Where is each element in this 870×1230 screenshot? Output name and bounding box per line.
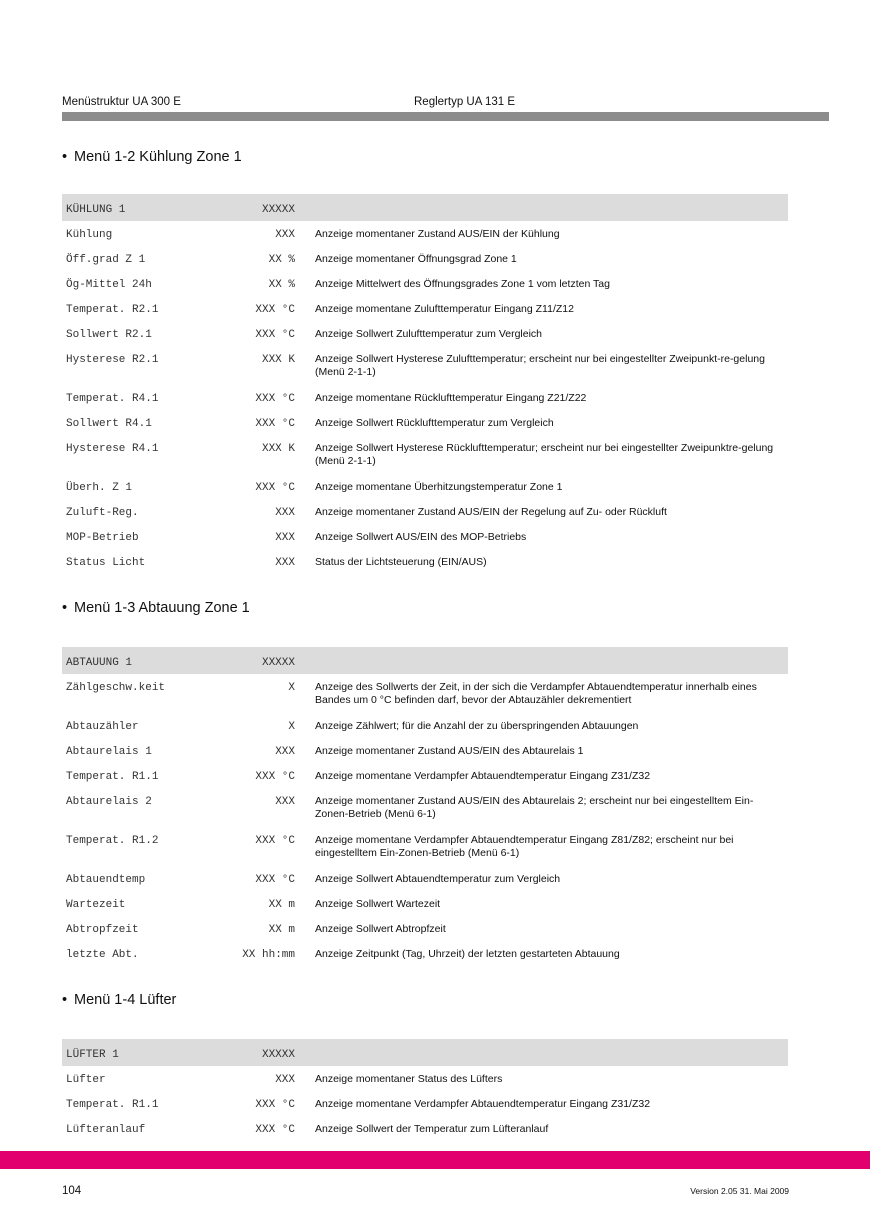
param-description: Anzeige Mittelwert des Öffnungsgrades Zone 1 vom letzten Tag — [315, 278, 610, 290]
param-value: XXX — [275, 532, 295, 544]
param-name: Wartezeit — [66, 899, 126, 911]
param-value: XXX — [275, 1074, 295, 1086]
section-title-text: Menü 1-3 Abtauung Zone 1 — [74, 600, 250, 616]
table-row — [62, 410, 788, 435]
table-header — [62, 194, 788, 221]
param-value: XXX °C — [255, 329, 295, 341]
param-name: Hysterese R4.1 — [66, 443, 159, 455]
table-row — [62, 738, 788, 763]
section-title-text: Menü 1-2 Kühlung Zone 1 — [74, 149, 242, 165]
param-description: Anzeige momentaner Zustand AUS/EIN des Abtaurelais 1 — [315, 745, 584, 757]
table-header — [62, 647, 788, 674]
param-description: Anzeige momentaner Zustand AUS/EIN des Abtaurelais 2; erscheint nur bei eingestelltem Ein-Zonen-Betrieb (Menü 6-1) — [315, 795, 754, 820]
page-number: 104 — [62, 1185, 82, 1197]
table-row — [62, 346, 788, 385]
param-description: Anzeige momentaner Status des Lüfters — [315, 1073, 503, 1085]
menu-name: ABTAUUNG 1 — [66, 657, 133, 669]
param-name: Abtaurelais 2 — [66, 796, 152, 808]
table-row — [62, 674, 788, 713]
menu-value: XXXXX — [261, 204, 295, 216]
table-row — [62, 385, 788, 410]
param-description: Anzeige momentaner Zustand AUS/EIN der Regelung auf Zu- oder Rückluft — [315, 506, 667, 518]
param-name: Sollwert R2.1 — [66, 329, 152, 341]
param-value: XXX °C — [255, 1099, 295, 1111]
bullet: • — [62, 600, 68, 616]
param-description: Anzeige momentane Verdampfer Abtauendtemperatur Eingang Z31/Z32 — [315, 770, 651, 782]
param-description: Anzeige momentane Überhitzungstemperatur Zone 1 — [315, 481, 563, 493]
table-row — [62, 1066, 788, 1091]
param-value: XXX — [275, 746, 295, 758]
param-name: Kühlung — [66, 229, 113, 241]
param-name: Sollwert R4.1 — [66, 418, 152, 430]
param-value: XXX — [275, 796, 295, 808]
table-row — [62, 246, 788, 271]
param-name: Temperat. R1.1 — [66, 1099, 159, 1111]
table-row — [62, 435, 788, 474]
param-name: Temperat. R2.1 — [66, 304, 159, 316]
param-description: Status der Lichtsteuerung (EIN/AUS) — [315, 556, 487, 568]
table-row — [62, 1116, 788, 1141]
param-description: Anzeige momentane Verdampfer Abtauendtemperatur Eingang Z31/Z32 — [315, 1098, 651, 1110]
param-description: Anzeige Sollwert AUS/EIN des MOP-Betriebs — [315, 531, 527, 543]
version-date: Version 2.05 31. Mai 2009 — [690, 1186, 789, 1196]
param-description: Anzeige Sollwert Hysterese Rücklufttemperatur; erscheint nur bei eingestellter Zweipunktre-gelung (Menü 2-1-1) — [315, 442, 774, 467]
param-description: Anzeige momentane Zulufttemperatur Eingang Z11/Z12 — [315, 303, 574, 315]
table-row — [62, 827, 788, 866]
param-value: XXX °C — [255, 393, 295, 405]
param-value: XX m — [268, 924, 295, 936]
page-header-left: Menüstruktur UA 300 E — [62, 96, 181, 108]
param-description: Anzeige des Sollwerts der Zeit, in der sich die Verdampfer Abtauendtemperatur innerhalb eines Bandes um 0 °C befinden darf, bevor der Abtauzähler dekrementiert — [315, 681, 757, 706]
param-description: Anzeige Sollwert Hysterese Zulufttemperatur; erscheint nur bei eingestellter Zweipunkt-re-gelung (Menü 2-1-1) — [315, 353, 765, 378]
bullet: • — [62, 149, 68, 165]
param-description: Anzeige Sollwert der Temperatur zum Lüfteranlauf — [315, 1123, 549, 1135]
param-description: Anzeige Sollwert Rücklufttemperatur zum Vergleich — [315, 417, 554, 429]
param-value: XXX — [275, 229, 295, 241]
param-value: XXX °C — [255, 771, 295, 783]
param-name: Temperat. R4.1 — [66, 393, 159, 405]
section-title — [62, 992, 176, 1008]
param-name: Abtropfzeit — [66, 924, 139, 936]
param-value: X — [288, 721, 295, 733]
table-row — [62, 916, 788, 941]
param-description: Anzeige momentane Verdampfer Abtauendtemperatur Eingang Z81/Z82; erscheint nur bei eingestelltem Ein-Zonen-Betrieb (Menü 6-1) — [315, 834, 734, 859]
table-row — [62, 1091, 788, 1116]
table-row — [62, 474, 788, 499]
param-name: Zuluft-Reg. — [66, 507, 139, 519]
param-description: Anzeige Sollwert Zulufttemperatur zum Vergleich — [315, 328, 543, 340]
table-row — [62, 788, 788, 827]
table-header — [62, 1039, 788, 1066]
table-row — [62, 296, 788, 321]
param-name: Öff.grad Z 1 — [66, 254, 146, 266]
param-name: Ög-Mittel 24h — [66, 279, 152, 291]
table-row — [62, 763, 788, 788]
param-value: X — [288, 682, 295, 694]
param-name: Temperat. R1.1 — [66, 771, 159, 783]
section-title — [62, 600, 250, 616]
param-description: Anzeige momentaner Öffnungsgrad Zone 1 — [315, 253, 517, 265]
param-name: Hysterese R2.1 — [66, 354, 159, 366]
param-value: XXX K — [261, 443, 295, 455]
section-title-text: Menü 1-4 Lüfter — [74, 992, 177, 1008]
bullet: • — [62, 992, 68, 1008]
menu-value: XXXXX — [261, 657, 295, 669]
table-row — [62, 549, 788, 574]
param-description: Anzeige momentaner Zustand AUS/EIN der Kühlung — [315, 228, 560, 240]
param-value: XXX — [275, 507, 295, 519]
param-description: Anzeige Sollwert Abtauendtemperatur zum Vergleich — [315, 873, 561, 885]
param-name: Überh. Z 1 — [66, 482, 133, 494]
header-rule — [62, 112, 829, 121]
menu-table-kuehlung — [62, 194, 788, 574]
table-row — [62, 866, 788, 891]
menu-table-luefter — [62, 1039, 788, 1141]
table-row — [62, 221, 788, 246]
param-value: XXX °C — [255, 418, 295, 430]
param-value: XXX °C — [255, 482, 295, 494]
param-description: Anzeige momentane Rücklufttemperatur Eingang Z21/Z22 — [315, 392, 587, 404]
section-title — [62, 149, 242, 165]
param-value: XX hh:mm — [242, 949, 295, 961]
param-description: Anzeige Zählwert; für die Anzahl der zu überspringenden Abtauungen — [315, 720, 639, 732]
param-name: Lüfteranlauf — [66, 1124, 146, 1136]
param-description: Anzeige Zeitpunkt (Tag, Uhrzeit) der letzten gestarteten Abtauung — [315, 948, 620, 960]
param-value: XXX K — [261, 354, 295, 366]
param-name: Zählgeschw.keit — [66, 682, 166, 694]
table-row — [62, 321, 788, 346]
param-name: Abtaurelais 1 — [66, 746, 152, 758]
param-name: Abtauendtemp — [66, 874, 146, 886]
param-value: XXX — [275, 557, 295, 569]
menu-value: XXXXX — [261, 1049, 295, 1061]
param-name: MOP-Betrieb — [66, 532, 139, 544]
param-value: XXX °C — [255, 1124, 295, 1136]
table-row — [62, 271, 788, 296]
menu-name: KÜHLUNG 1 — [66, 204, 126, 216]
param-value: XX m — [268, 899, 295, 911]
table-row — [62, 891, 788, 916]
param-name: Status Licht — [66, 557, 146, 569]
menu-table-abtauung — [62, 647, 788, 966]
param-value: XXX °C — [255, 874, 295, 886]
param-name: Temperat. R1.2 — [66, 835, 159, 847]
table-row — [62, 713, 788, 738]
table-row — [62, 941, 788, 966]
param-description: Anzeige Sollwert Abtropfzeit — [315, 923, 446, 935]
param-name: Lüfter — [66, 1074, 106, 1086]
page-header-right: Reglertyp UA 131 E — [414, 96, 516, 108]
param-name: Abtauzähler — [66, 721, 139, 733]
param-value: XX % — [268, 279, 295, 291]
table-row — [62, 524, 788, 549]
table-row — [62, 499, 788, 524]
param-description: Anzeige Sollwert Wartezeit — [315, 898, 441, 910]
menu-name: LÜFTER 1 — [66, 1049, 119, 1061]
param-value: XX % — [268, 254, 295, 266]
param-name: letzte Abt. — [66, 949, 139, 961]
param-value: XXX °C — [255, 304, 295, 316]
param-value: XXX °C — [255, 835, 295, 847]
footer-accent-bar — [0, 1151, 870, 1169]
